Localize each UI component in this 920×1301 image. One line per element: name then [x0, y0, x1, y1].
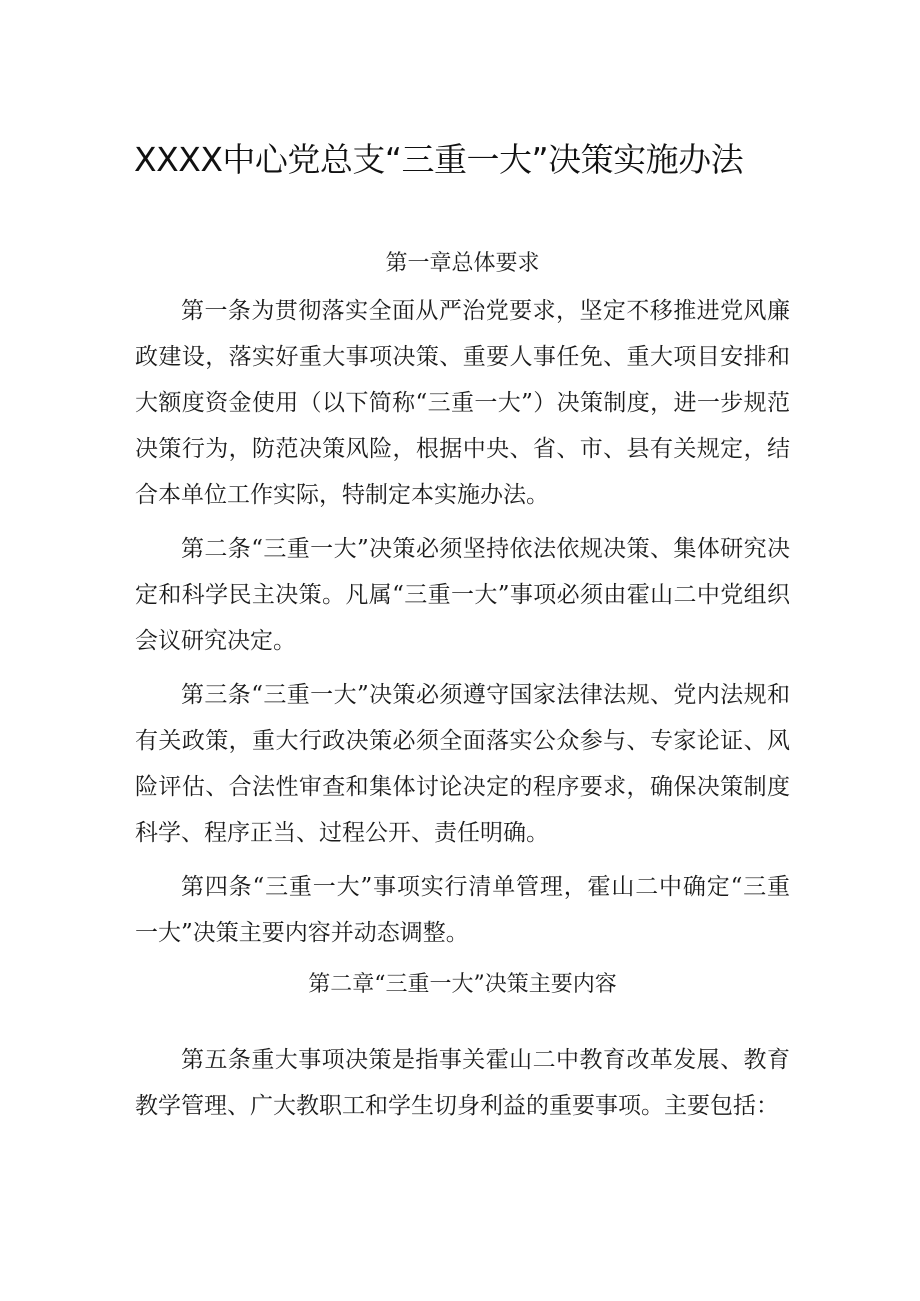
chapter-1-heading: 第一章总体要求 — [385, 251, 540, 276]
chapter-1-body — [135, 288, 790, 956]
article-2: 第二条“三重一大”决策必须坚持依法依规决策、集体研究决定和科学民主决策。凡属“三重一大”事项必须由霍山二中党组织会议研究决定。 — [135, 536, 790, 654]
document-title: XXXX中心党总支“三重一大”决策实施办法 — [134, 140, 744, 179]
chapter-2-body — [135, 1037, 790, 1129]
article-5: 第五条重大事项决策是指事关霍山二中教育改革发展、教育教学管理、广大教职工和学生切身利益的重要事项。主要包括： — [135, 1047, 790, 1119]
chapter-2-heading: 第二章“三重一大”决策主要内容 — [308, 972, 617, 997]
article-4: 第四条“三重一大”事项实行清单管理，霍山二中确定“三重一大”决策主要内容并动态调整。 — [135, 874, 790, 946]
article-1: 第一条为贯彻落实全面从严治党要求，坚定不移推进党风廉政建设，落实好重大事项决策、重要人事任免、重大项目安排和大额度资金使用（以下简称“三重一大”）决策制度，进一步规范决策行为，防范决策风险，根据中央、省、市、县有关规定，结合本单位工作实际，特制定本实施办法。 — [135, 298, 790, 508]
article-3: 第三条“三重一大”决策必须遵守国家法律法规、党内法规和有关政策，重大行政决策必须全面落实公众参与、专家论证、风险评估、合法性审查和集体讨论决定的程序要求，确保决策制度科学、程序正当、过程公开、责任明确。 — [135, 682, 790, 846]
